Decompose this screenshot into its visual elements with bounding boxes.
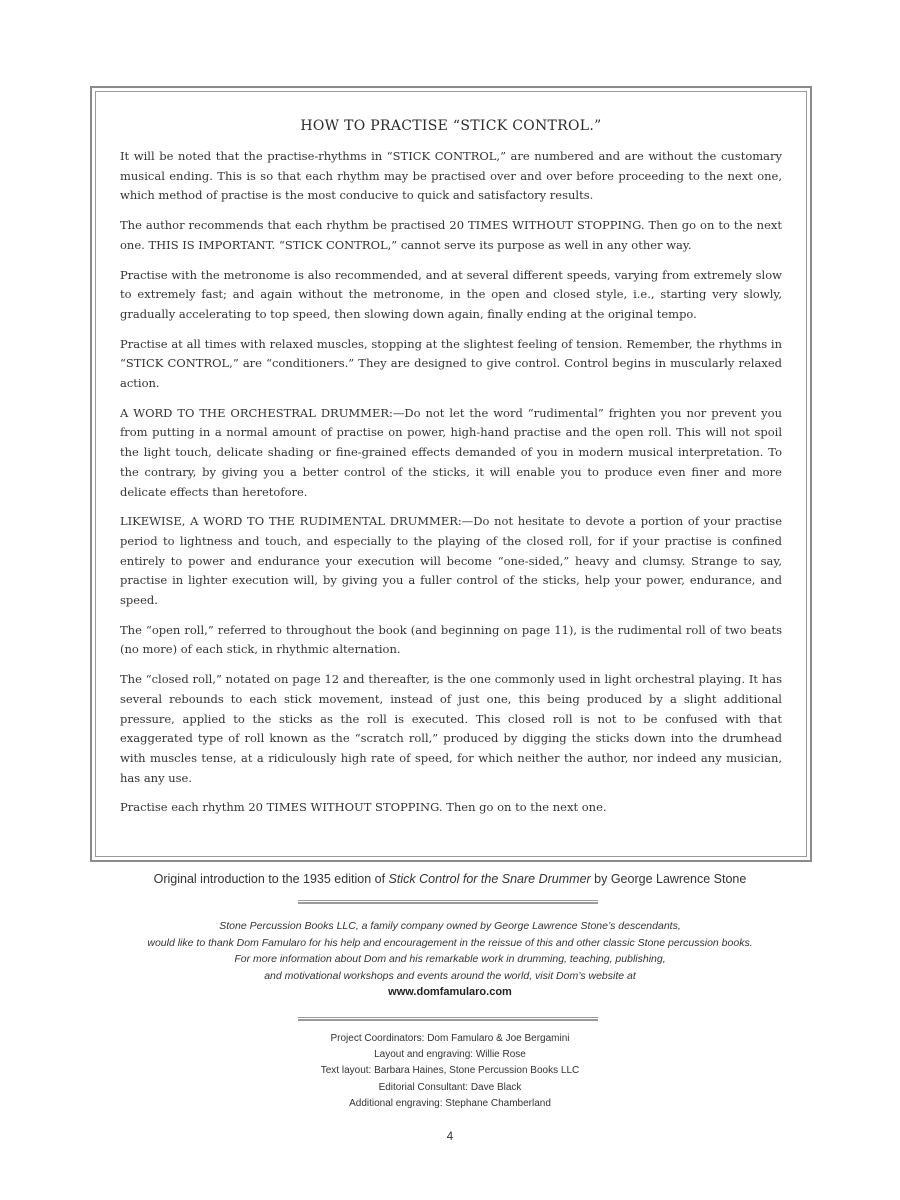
credit-line: Layout and engraving: Willie Rose	[374, 1049, 526, 1061]
paragraph-4: Practise at all times with relaxed muscles, stopping at the slightest feeling of tension. Remember, the rhythms in “STICK CONTROL,” are “conditioners.” They are designed to give control. Control begins in muscularly relaxed action.	[120, 336, 782, 391]
paragraph-6: LIKEWISE, A WORD TO THE RUDIMENTAL DRUMMER:—Do not hesitate to devote a portion of your practise period to lightness and touch, and especially to the playing of the closed roll, for if your practise is confined entirely to power and endurance your execution will become “one-sided,” heavy and clumsy. Strange to say, practise in lighter execution will, by giving you a fuller control of the sticks, help your power, endurance, and speed.	[120, 514, 782, 608]
caption-suffix: by George Lawrence Stone	[590, 872, 747, 886]
article-title: HOW TO PRACTISE “STICK CONTROL.”	[300, 118, 602, 134]
caption-prefix: Original introduction to the 1935 edition of	[153, 872, 389, 886]
acknowledgement-line-4: and motivational workshops and events around the world, visit Dom’s website at	[264, 969, 636, 982]
paragraph-7: The “open roll,” referred to throughout the book (and beginning on page 11), is the rudimental roll of two beats (no more) of each stick, in rhythmic alternation.	[120, 622, 782, 657]
divider-rule	[298, 1017, 598, 1021]
credit-line: Additional engraving: Stephane Chamberland	[349, 1097, 551, 1109]
credit-line: Editorial Consultant: Dave Black	[378, 1081, 522, 1093]
introduction-frame	[90, 86, 812, 862]
paragraph-5: A WORD TO THE ORCHESTRAL DRUMMER:—Do not let the word “rudimental” frighten you nor prevent you from putting in a normal amount of practise on power, high-hand practise and the open roll. This will not spoil the light touch, delicate shading or fine-grained effects demanded of you in modern musical interpretation. To the contrary, by giving you a better control of the sticks, it will enable you to produce even finer and more delicate effects than heretofore.	[120, 405, 782, 499]
acknowledgement-line-1: Stone Percussion Books LLC, a family company owned by George Lawrence Stone’s descendants,	[219, 920, 681, 932]
paragraph-1: It will be noted that the practise-rhythms in “STICK CONTROL,” are numbered and are without the customary musical ending. This is so that each rhythm may be practised over and over before proceeding to the next one, which method of practise is the most conducive to quick and satisfactory results.	[120, 149, 782, 203]
credit-line: Text layout: Barbara Haines, Stone Percussion Books LLC	[320, 1065, 580, 1077]
website-url: www.domfamularo.com	[388, 986, 512, 998]
credit-line: Project Coordinators: Dom Famularo & Joe Bergamini	[330, 1033, 570, 1044]
acknowledgement-line-3: For more information about Dom and his remarkable work in drumming, teaching, publishing,	[234, 953, 666, 965]
page-number: 4	[446, 1131, 454, 1143]
paragraph-2: The author recommends that each rhythm be practised 20 TIMES WITHOUT STOPPING. Then go on to the next one. THIS IS IMPORTANT. “STICK CONTROL,” cannot serve its purpose as well in any other way.	[120, 218, 782, 252]
paragraph-3: Practise with the metronome is also recommended, and at several different speeds, varying from extremely slow to extremely fast; and again without the metronome, in the open and closed style, i.e., starting very slowly, gradually accelerating to top speed, then slowing down again, finally ending at the original tempo.	[120, 267, 782, 321]
divider-rule	[298, 900, 598, 904]
acknowledgement-block	[0, 918, 900, 1001]
credits-block	[0, 1031, 900, 1112]
paragraph-8: The “closed roll,” notated on page 12 and thereafter, is the one commonly used in light orchestral playing. It has several rebounds to each stick movement, instead of just one, this being produced by a slight additional pressure, applied to the sticks as the roll is executed. This closed roll is not to be confused with that exaggerated type of roll known as the “scratch roll,” produced by digging the sticks down into the drumhead with muscles tense, at a ridiculously high rate of speed, for which neither the author, nor indeed any musician, has any use.	[120, 672, 782, 785]
introduction-frame-inner	[95, 91, 807, 857]
edition-caption	[0, 872, 900, 886]
acknowledgement-line-2: would like to thank Dom Famularo for his help and encouragement in the reissue of this and other classic Stone percussion books.	[147, 936, 753, 949]
paragraph-9: Practise each rhythm 20 TIMES WITHOUT STOPPING. Then go on to the next one.	[120, 800, 607, 815]
caption-book-title: Stick Control for the Snare Drummer	[388, 872, 591, 886]
